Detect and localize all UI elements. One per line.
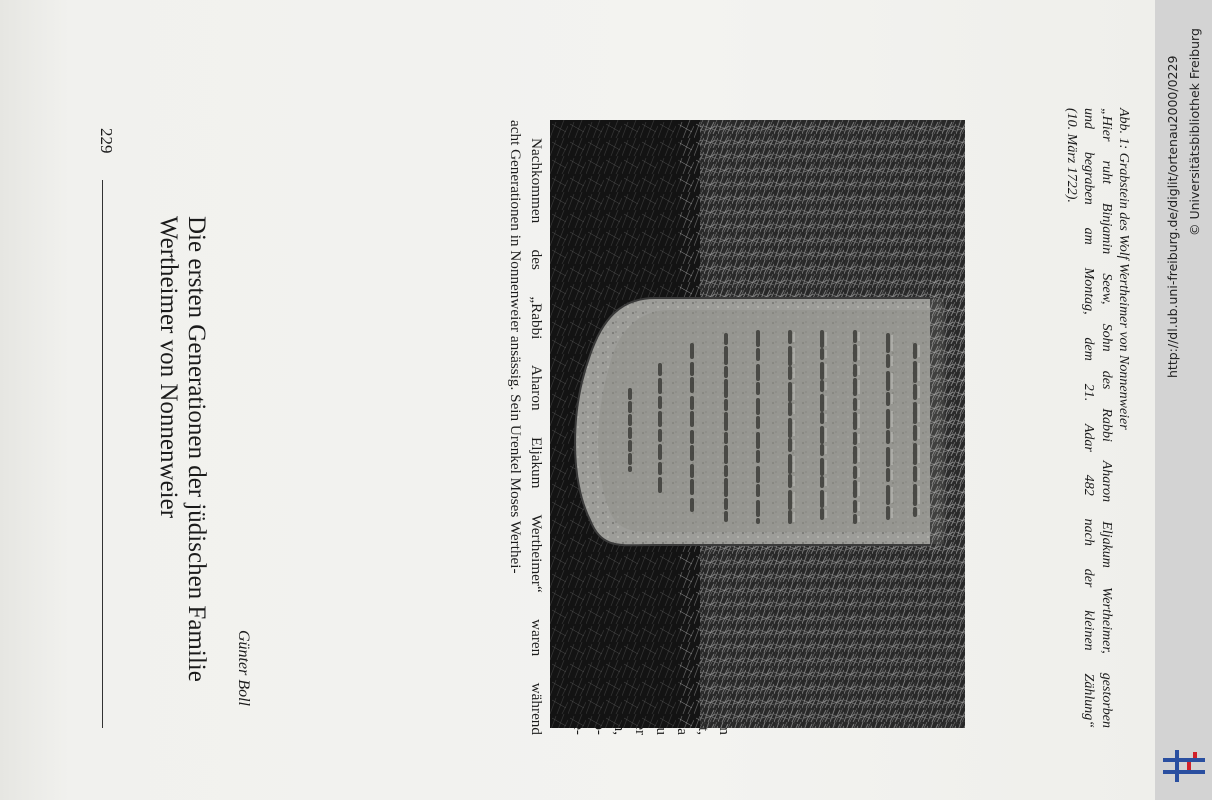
copyright-notice: © Universitätsbibliothek Freiburg — [1187, 28, 1202, 236]
title-line-2: Wertheimer von Nonnenweier — [155, 216, 182, 519]
author-name: Günter Boll — [235, 630, 252, 706]
gravestone-photo — [550, 120, 965, 728]
header-rule — [102, 180, 103, 728]
library-sidebar — [1155, 0, 1212, 800]
caption-line: Abb. 1: Grabstein des Wolf Wertheimer von Nonnenweier — [1116, 108, 1131, 430]
article-title — [154, 216, 210, 682]
caption-line: „Hier ruht Binjamin Seew, Sohn des Rabbi Aharon Eljakum Wertheimer, gestorben — [1098, 108, 1114, 728]
source-url-link[interactable]: http://dl.ub.uni-freiburg.de/diglit/ortenau2000/0229 — [1165, 55, 1180, 378]
body-line: acht Generationen in Nonnenweier ansässig. Sein Urenkel Moses Werthei- — [506, 120, 524, 574]
figure-caption — [1063, 108, 1132, 728]
library-logo-icon — [1163, 748, 1205, 784]
caption-line: (10. März 1722). — [1064, 108, 1080, 203]
page-number: 229 — [97, 128, 116, 154]
body-line: Nachkommen des „Rabbi Aharon Eljakum Wertheimer“ waren während — [527, 138, 545, 735]
caption-line: und begraben am Montag, dem 21. Adar 482 nach der kleinen Zählung“ — [1081, 108, 1097, 728]
title-line-1: Die ersten Generationen der jüdischen Familie — [183, 216, 210, 682]
